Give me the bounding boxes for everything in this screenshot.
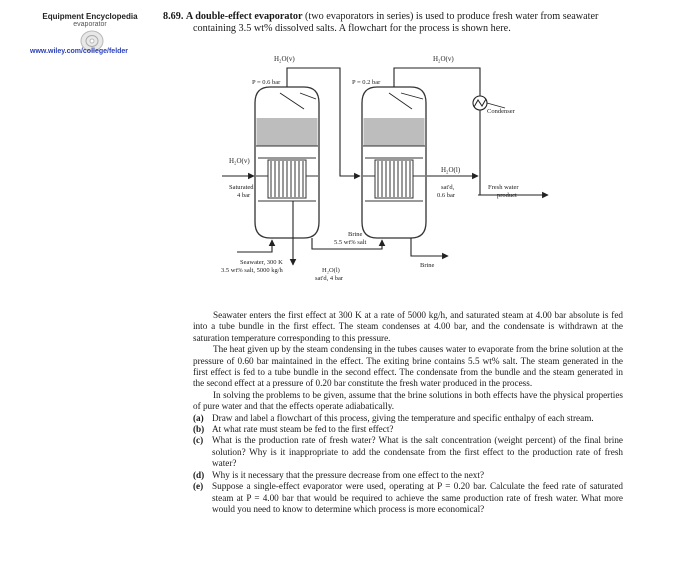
problem-intro: (two evaporators in series) is used to produce fresh water from seawater	[302, 11, 599, 22]
problem-body	[193, 310, 623, 515]
brine-mid-label-2: 5.5 wt% salt	[334, 239, 367, 246]
brine-out-label: Brine	[420, 262, 435, 269]
condenser-icon	[473, 96, 487, 110]
question-b-text: At what rate must steam be fed to the first effect?	[212, 424, 394, 435]
steam-in-label-2: Saturated	[229, 184, 254, 191]
steam-in-label-3: 4 bar	[237, 192, 251, 199]
seawater-label-1: Seawater, 300 K	[240, 259, 283, 266]
question-d-label: (d)	[193, 469, 205, 480]
vapor-top-label-1: H₂O(v)	[274, 55, 295, 63]
liquid-mid-label-1: H₂O(l)	[441, 166, 461, 174]
liquid-mid-label-3: 0.6 bar	[437, 192, 456, 199]
question-c	[193, 435, 623, 469]
pressure-label-2: P = 0.2 bar	[352, 79, 381, 86]
encyclopedia-subtitle: evaporator	[73, 21, 107, 28]
fresh-water-label-2: product	[497, 192, 517, 199]
final-brine-line	[411, 238, 448, 256]
pressure-label-1: P = 0.6 bar	[252, 79, 281, 86]
condensate-label-1: H₂O(l)	[322, 267, 340, 274]
liquid-mid-label-2: sat'd,	[441, 184, 455, 191]
problem-intro-line2: containing 3.5 wt% dissolved salts. A flowchart for the process is shown here.	[193, 23, 511, 34]
question-a	[193, 413, 623, 424]
wiley-url-link[interactable]: www.wiley.com/college/felder	[30, 48, 129, 55]
question-c-text: What is the production rate of fresh water? What is the salt concentration (weight percent) of the final brine solution? Why is it inappropriate to add the condensate from the first effect to the production rate of fresh water?	[212, 435, 623, 469]
condenser-label: Condenser	[487, 108, 515, 115]
question-e-label: (e)	[193, 481, 204, 492]
condensate-label-2: sat'd, 4 bar	[315, 275, 344, 282]
vapor-top-label-2: H₂O(v)	[433, 55, 454, 63]
problem-number: 8.69.	[163, 11, 184, 22]
paragraph-1: Seawater enters the first effect at 300 K at a rate of 5000 kg/h, and saturated steam at 4.00 bar absolute is fed into a tube bundle in the first effect. The steam condenses at 4.00 bar, and the condensate is withdrawn at the saturation temperature corresponding to this pressure.	[193, 310, 623, 343]
paragraph-3: In solving the problems to be given, assume that the brine solutions in both effects have the physical properties of pure water and that the effects operate adiabatically.	[193, 389, 623, 412]
question-b-label: (b)	[193, 424, 205, 435]
encyclopedia-title: Equipment Encyclopedia	[42, 12, 138, 21]
seawater-feed-line	[237, 240, 272, 252]
question-a-text: Draw and label a flowchart of this process, giving the temperature and specific enthalpy of each stream.	[212, 412, 594, 423]
seawater-label-2: 3.5 wt% salt, 5000 kg/h	[221, 267, 283, 274]
steam-in-label-1: H₂O(v)	[229, 157, 250, 165]
question-b	[193, 424, 623, 435]
question-e-text: Suppose a single-effect evaporator were used, operating at P = 0.20 bar. Calculate the feed rate of saturated steam at P = 4.00 bar that would be required to achieve the same production rate of fresh water. What more would you need to know to determine which process is more economical?	[212, 481, 623, 514]
question-c-label: (c)	[193, 435, 204, 446]
fresh-water-label-1: Fresh water	[488, 184, 519, 191]
question-e	[193, 481, 623, 515]
problem-term: A double-effect evaporator	[185, 11, 303, 22]
question-a-label: (a)	[193, 412, 204, 423]
question-d	[193, 470, 623, 481]
paragraph-2: The heat given up by the steam condensing in the tubes causes water to evaporate from the brine solution at the pressure of 0.60 bar maintained in the effect. The exiting brine contains 5.5 wt% salt. The steam generated in the first effect is fed to a tube bundle in the second effect. The condensate from the bundle and the steam generated in the second effect at a pressure of 0.20 bar constitute the fresh water produced in the process.	[193, 344, 623, 389]
question-d-text: Why is it necessary that the pressure decrease from one effect to the next?	[212, 469, 485, 480]
brine-mid-label-1: Brine	[348, 231, 363, 238]
